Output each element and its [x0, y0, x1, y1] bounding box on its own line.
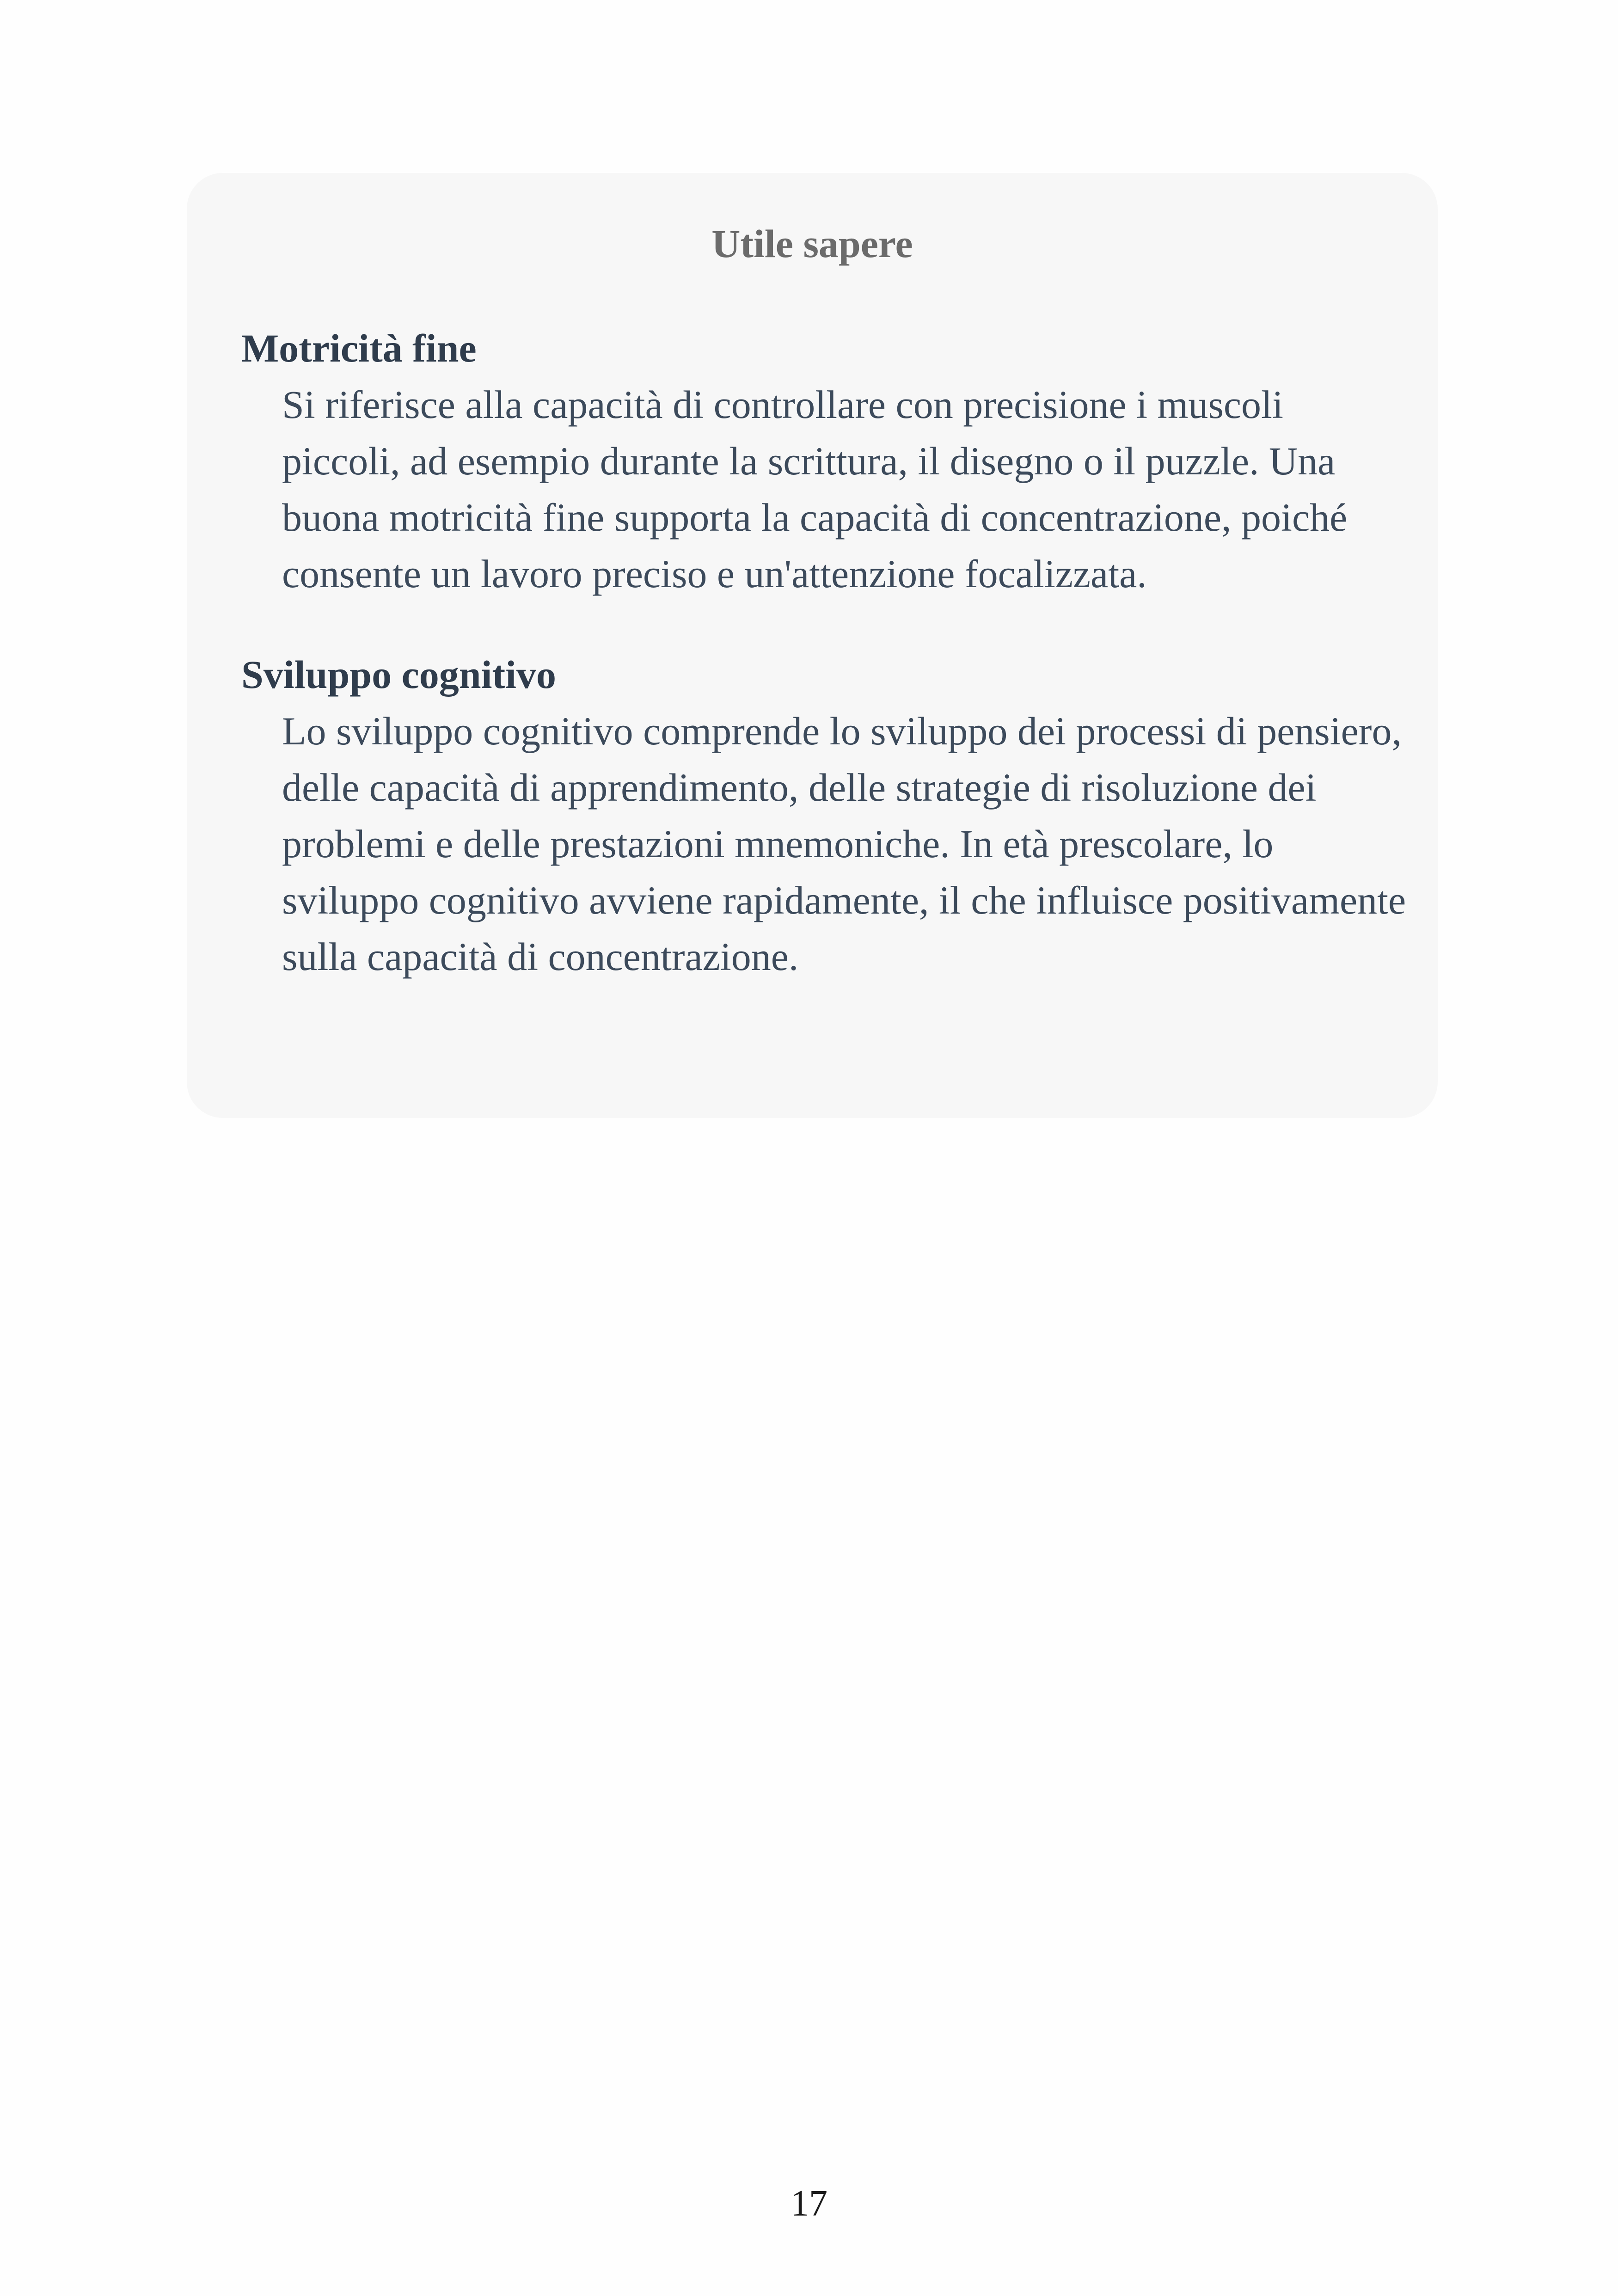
info-box	[187, 173, 1438, 1118]
page-number: 17	[791, 2183, 827, 2224]
glossary-definition: Lo sviluppo cognitivo comprende lo sviluppo dei processi di pensiero, delle capacità di apprendimento, delle strategie di risoluzione dei problemi e delle prestazioni mnemoniche. In età prescolare, lo sviluppo cognitivo avviene rapidamente, il che influisce positivamente sulla capacità di concentrazione.	[282, 709, 1406, 979]
info-box-title: Utile sapere	[711, 221, 913, 266]
glossary-entry-fine-motor	[241, 320, 1383, 602]
glossary-entry-cognitive-development	[241, 646, 1406, 985]
glossary-term: Motricità fine	[241, 326, 477, 370]
glossary-definition: Si riferisce alla capacità di controllare con precisione i muscoli piccoli, ad esempio durante la scrittura, il disegno o il puzzle. Una buona motricità fine supporta la capacità di concentrazione, poiché consente un lavoro preciso e un'attenzione focalizzata.	[282, 382, 1348, 596]
glossary-term: Sviluppo cognitivo	[241, 652, 557, 697]
